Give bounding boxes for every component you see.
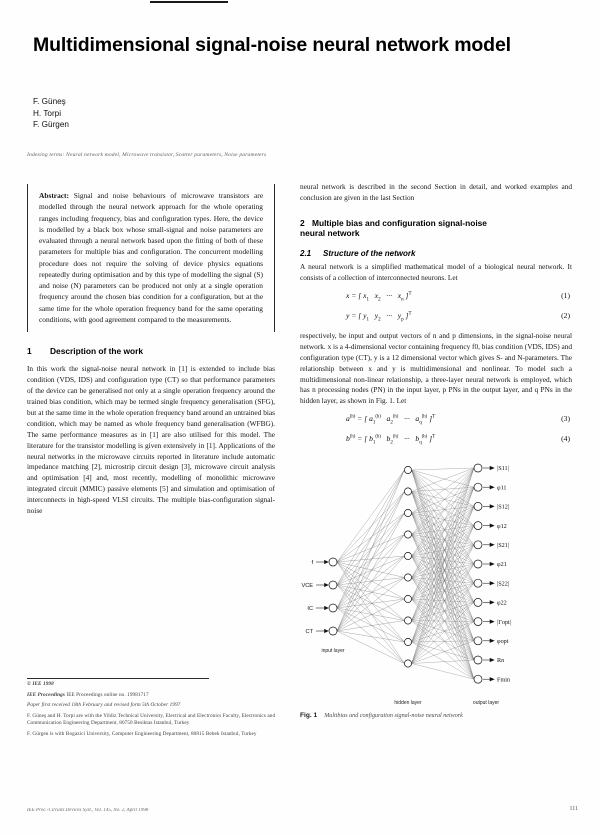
footnote-rule bbox=[27, 678, 209, 679]
output-label: φopt bbox=[497, 638, 509, 646]
page-number: 111 bbox=[569, 806, 578, 812]
section-2-1-heading bbox=[300, 249, 572, 258]
section-2-title-line1: Multiple bias and configuration signal-noise bbox=[312, 217, 487, 228]
section-2-1-paragraph-1: A neural network is a simplified mathematical model of a biological neural network. It consists of a collection of interconnected neurons. Let bbox=[300, 261, 572, 282]
section-2-title-line2: neural network bbox=[300, 227, 360, 238]
section-2-1-number: 2.1 bbox=[300, 248, 312, 258]
equation-1-tag: (1) bbox=[561, 290, 570, 300]
footnote-online-no: IEE Proceedings IEE Proceedings online no. 19981717 bbox=[27, 691, 149, 698]
footnote-affiliation-1: F. Güneş and H. Torpi are with the Yildiz Technical University, Electrical and Electronics Faculty, Electronics and Communication Engineering Department, 80750 Besiktas Istanbul, Turkey bbox=[27, 713, 276, 727]
section-2-heading bbox=[300, 218, 572, 238]
footnote-online-value: IEE Proceedings online no. 19981717 bbox=[66, 691, 149, 698]
output-layer-label: output layer bbox=[472, 700, 500, 707]
footnote-affiliation-2: F. Gürgen is with Bogazici University, Computer Engineering Department, 80815 Bebek Istanbul, Turkey bbox=[27, 730, 257, 737]
section-1-paragraph: In this work the signal-noise neural network in [1] is extended to include bias condition (VDS, IDS) and configuration type (CT) so that performance parameters of the device can be generalised not only at a single operation frequency around the trained bias condition, which may be termed single frequency generalisation (SFG), but at the same time in the whole operation frequency band around an untrained bias condition, which may be named as whole frequency band generalisation (WFBG). The same performance measures as in [1] are also utilised for this model. The literature for the transistor modelling is given extensively in [1]. Applications of the neural networks in the microwave circuits reported in literature include automatic impedance matching [2], microstrip circuit design [3], microwave circuit analysis and optimisation [4] and, most recently, modelling of monolithic microwave integrated circuit (MMIC) passive elements [5] and simulation and optimisation of interconnects in high-speed VLSI circuits. The multiple bias-configuration signal-noise bbox=[27, 364, 275, 516]
journal-reference: IEE Proc.-Circuits Devices Syst., Vol. 145, No. 2, April 1998 bbox=[27, 808, 149, 813]
section-2-number: 2 bbox=[300, 217, 305, 228]
footnote-code: © IEE 1998 bbox=[27, 681, 54, 687]
section-1-continuation: neural network is described in the second Section in detail, and worked examples and conclusion are given in the last Section bbox=[300, 182, 572, 202]
footnote-block bbox=[27, 681, 277, 742]
abstract-body: Signal and noise behaviours of microwave transistors are modelled through the neural network approach for the whole operating ranges including frequency, bias and configuration types. Here, the device is modelled by a black box whose small-signal and noise parameters are evaluated through a neural network based upon the fitting of both of these parameters for multiple bias and configuration. The concurrent modelling procedure does not require the solving of device physics equations repeatedly during optimisation and by this type of modelling the signal (S) and noise (N) parameters can be produced not only at a single operation frequency around the chosen bias condition for a configuration, but at the same time for the whole operation frequency band for the same operating conditions, with good agreement compared to the measurements. bbox=[39, 191, 263, 324]
neural-network-diagram bbox=[300, 454, 572, 712]
section-2-1-paragraph-2: respectively, be input and output vectors of n and p dimensions, in the signal-noise neural network. x is a 4-dimensional vector containing frequency f0, bias condition (VDS, IDS) and configuration type (CT), y is a 12 dimensional vector which gives S- and N-parameters. The relationship between x and y is multidimensional and nonlinear. To model such a multidimensional non-linear relationship, a three-layer neural network is employed, which has n processing nodes (PN) in the input layer, p PNs in the output layer, and q PNs in the hidden layer, as shown in Fig. 1. Let bbox=[300, 330, 572, 406]
input-label: CT bbox=[305, 629, 313, 636]
section-1-number: 1 bbox=[27, 346, 32, 356]
top-rule-mark bbox=[150, 1, 228, 3]
abstract-label: Abstract: bbox=[39, 191, 69, 200]
output-label: Fmin bbox=[497, 676, 511, 684]
footnote-dates: Paper first received 18th February and revised form 5th October 1997 bbox=[27, 702, 181, 709]
figure-1-label: Fig. 1 bbox=[300, 712, 318, 720]
output-label: |S11| bbox=[497, 465, 509, 473]
input-labels bbox=[301, 560, 313, 635]
input-label: IC bbox=[307, 606, 313, 613]
output-label: |S12| bbox=[497, 503, 510, 511]
hidden-nodes bbox=[404, 467, 411, 668]
author-name: H. Torpi bbox=[33, 108, 62, 118]
output-label: |S22| bbox=[497, 580, 510, 588]
input-layer-label: input layer bbox=[321, 648, 345, 655]
output-label: |S21| bbox=[497, 542, 510, 550]
page-title: Multidimensional signal-noise neural network model bbox=[33, 34, 511, 57]
hidden-layer-label: hidden layer bbox=[394, 700, 422, 707]
equation-3 bbox=[300, 414, 572, 427]
figure-1 bbox=[300, 454, 572, 720]
section-1-title: Description of the work bbox=[50, 346, 144, 356]
output-label: Rn bbox=[497, 657, 505, 665]
author-name: F. Gürgen bbox=[33, 120, 69, 130]
equation-4 bbox=[300, 434, 572, 447]
output-nodes bbox=[474, 464, 482, 683]
author-name: F. Güneş bbox=[33, 97, 66, 106]
figure-1-caption-text: Multibias and configuration signal-noise neural network bbox=[324, 713, 463, 720]
abstract-text bbox=[39, 190, 263, 325]
section-2-1-title: Structure of the network bbox=[323, 248, 416, 258]
author-list bbox=[33, 96, 69, 131]
equation-2-expression: y = [ $y_1$ $y_2$ ··· $y_p$ ]$^T$ bbox=[346, 310, 412, 323]
output-label: φ21 bbox=[497, 561, 507, 569]
output-label: |Γopt| bbox=[497, 619, 511, 627]
input-label: f bbox=[311, 560, 313, 567]
output-labels bbox=[497, 466, 511, 684]
hidden-output-edges bbox=[412, 468, 474, 679]
abstract-box bbox=[27, 184, 275, 332]
input-hidden-edges bbox=[337, 470, 404, 664]
output-label: φ12 bbox=[497, 523, 507, 531]
input-arrows bbox=[316, 561, 328, 633]
section-1-heading bbox=[27, 346, 275, 356]
input-label: VCE bbox=[301, 583, 313, 590]
indexing-terms: Indexing terms: Neural network model, Microwave transistor, Scatter parameters, Noise parameters bbox=[27, 152, 267, 158]
output-label: φ11 bbox=[497, 484, 507, 492]
left-column bbox=[27, 182, 275, 522]
equation-1-expression: x = [ $x_1$ $x_2$ ··· $x_n$ ]$^T$ bbox=[346, 290, 412, 303]
output-label: φ22 bbox=[497, 599, 507, 607]
equation-1 bbox=[300, 291, 572, 304]
input-nodes bbox=[329, 558, 337, 635]
equation-2 bbox=[300, 311, 572, 324]
equation-2-tag: (2) bbox=[561, 310, 570, 320]
equation-4-expression: $b^{(h)}$ = [ $b_1^{(h)}$ $b_2^{(h)}$ ··· $b_q^{(h)}$ ]$^T$ bbox=[346, 434, 436, 446]
equation-4-tag: (4) bbox=[561, 434, 570, 444]
right-column bbox=[300, 182, 572, 720]
equation-3-expression: $a^{(h)}$ = [ $a_1^{(h)}$ $a_2^{(h)}$ ··· $a_q^{(h)}$ ]$^T$ bbox=[346, 414, 436, 426]
figure-1-caption bbox=[300, 712, 572, 719]
output-arrows bbox=[483, 467, 494, 682]
equation-3-tag: (3) bbox=[561, 414, 570, 424]
